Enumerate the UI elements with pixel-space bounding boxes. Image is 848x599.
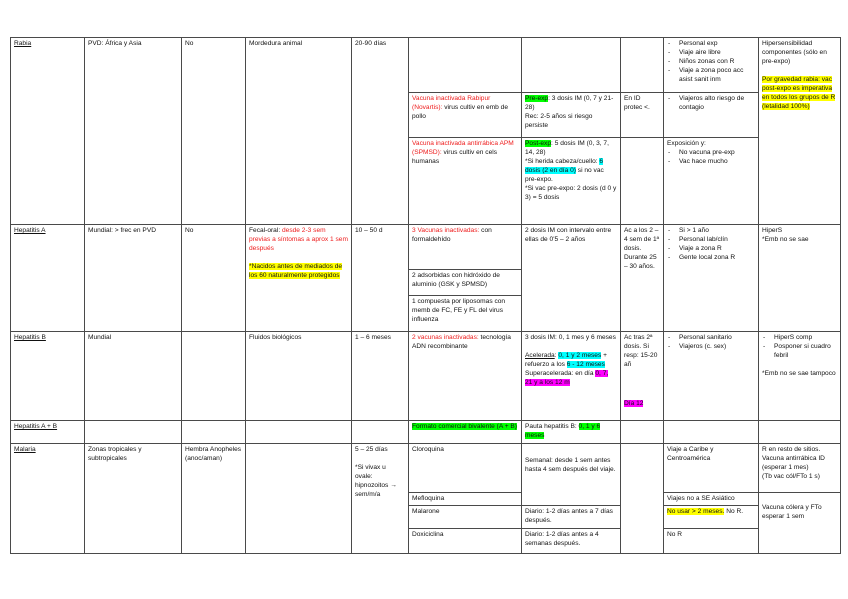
empty-cell: [85, 421, 182, 444]
rabia-col3-cell: [182, 38, 246, 225]
protection-text: En ID protec <.: [624, 95, 650, 111]
hepb-name-cell: [11, 332, 85, 421]
vector-text: Hembra Anopheles (anoc/aman): [185, 446, 242, 462]
vaccine-type: 1 compuesta por liposomas con memb de FC, FE y FL del virus influenza: [412, 298, 506, 323]
indications-list: [667, 94, 755, 112]
rabia-contraindications-cell: [759, 38, 841, 225]
hepb-incubation-cell: [352, 332, 409, 421]
hepab-vaccine-cell: [409, 421, 522, 444]
rabia-name-cell: [11, 38, 85, 225]
list-item: - Viaje a zona poco acc asist sanit inm: [667, 66, 755, 84]
bivalent-vaccine: Formato comercial bivalente (A + B): [412, 423, 517, 430]
region-text: Mundial: [88, 334, 112, 341]
incubation-text: 1 – 6 meses: [355, 334, 391, 341]
cholera-note: Vacuna cólera y FTo esperar 1 sem: [762, 504, 822, 520]
hepa-transmission-cell: [246, 225, 352, 332]
empty-cell: [664, 421, 759, 444]
malaria-name-cell: [11, 444, 85, 554]
rabipur-indication-cell: [664, 93, 759, 138]
protection-note-highlight: *Nacidos antes de mediados de los 60 naturalmente protegidos: [249, 263, 343, 279]
drug-name: Mefloquina: [412, 495, 445, 502]
apm-schedule-cell: [522, 138, 621, 225]
rabia-incubation-cell: [352, 38, 409, 225]
rabipur-schedule-cell: [522, 93, 621, 138]
hepab-schedule-cell: [522, 421, 621, 444]
rabipur-vaccine-cell: [409, 93, 522, 138]
superaccelerated-label: Superacelerada: en día: [525, 370, 596, 377]
empty-cell: [759, 421, 841, 444]
hepa-protection-cell: [621, 225, 664, 332]
drug-indication-cell: [664, 506, 759, 529]
hepb-contraindications-cell: [759, 332, 841, 421]
drug-indication-cell: [664, 444, 759, 493]
other-vaccines-line: Vacuna antirrábica ID (esperar 1 mes): [762, 455, 825, 471]
drug-cell: [409, 529, 522, 554]
empty-cell: [246, 421, 352, 444]
list-item: - Viajeros alto riesgo de contagio: [667, 94, 755, 112]
vaccine-detail: virus cultiv en emb de pollo: [412, 104, 509, 120]
malaria-row: [11, 444, 841, 493]
pre-exposure-tag: Pre-exp: [525, 95, 549, 102]
incubation-note: *Si vivax u ovale: hipnozoitos → sem/m/a: [355, 464, 397, 498]
post-exposure-tag: Post-exp: [525, 140, 552, 147]
list-item: - Viajeros (c. sex): [667, 342, 755, 351]
empty-cell: [621, 421, 664, 444]
drug-indication-cell: [664, 529, 759, 554]
severity-note-highlight: Por gravedad rabia: vac post-expo es imperativa en todos los grupos de R (letalidad 100%): [762, 76, 836, 110]
accelerated-booster: 6 - 12 meses: [566, 361, 605, 368]
list-item: - Viaje aire libre: [667, 48, 755, 57]
vaccines-title: 3 Vacunas inactivadas:: [412, 227, 480, 234]
protection-day: Día 12: [624, 400, 644, 407]
rabipur-protection-cell: [621, 93, 664, 138]
indications-list: [667, 39, 755, 84]
malaria-region-cell: [85, 444, 182, 554]
hepa-vaccines-cell: [409, 225, 522, 270]
schedule-doses: 0, 1 y 6 meses: [525, 423, 601, 439]
rabia-general-indications-cell: [664, 38, 759, 93]
list-item: - No vacuna pre-exp: [667, 148, 755, 157]
hepatitis-b-row: [11, 332, 841, 421]
drug-indication-cell: [664, 493, 759, 506]
schedule-prefix: Pauta hepatitis B:: [525, 423, 579, 430]
accelerated-label: Acelerada: [525, 352, 555, 359]
list-item: - Gente local zona R: [667, 253, 755, 262]
pregnancy-note: *Emb no se sae tampoco: [762, 370, 836, 377]
drug-schedule-cell: [522, 506, 621, 529]
schedule-text: 2 dosis IM con intervalo entre ellas de 0'5 – 2 años: [525, 227, 612, 243]
hepa-contraindications-cell: [759, 225, 841, 332]
vaccine-type: 2 adsorbidas con hidróxido de aluminio (GSK y SPMSD): [412, 272, 500, 288]
disease-name: Malaria: [14, 446, 36, 453]
other-vaccines-line: R en resto de sitios.: [762, 446, 821, 453]
list-item: - Personal exp: [667, 39, 755, 48]
drug-cell: [409, 506, 522, 529]
hepa-vaccine-type-cell: [409, 296, 522, 332]
drug-warning: No usar > 2 meses.: [667, 508, 725, 515]
list-item: - HiperS comp: [762, 333, 837, 342]
empty-cell: [621, 444, 664, 554]
drug-name: Malarone: [412, 508, 440, 515]
drug-indication: Viajes no a SE Asiático: [667, 495, 735, 502]
accelerated-schedule: [525, 351, 617, 369]
protection-day-block: [624, 399, 660, 408]
travel-vaccines-table: [10, 37, 841, 554]
hepatitis-a-row: [11, 225, 841, 270]
hepa-indications-cell: [664, 225, 759, 332]
hepb-transmission-cell: [246, 332, 352, 421]
hepa-region-cell: [85, 225, 182, 332]
indications-list: [667, 226, 755, 262]
schedule-text: : 3 dosis IM (0, 7 y 21-28): [525, 95, 614, 111]
empty-cell: [352, 421, 409, 444]
contraindication-text: Hipersensibilidad componentes (sólo en pre-expo): [762, 40, 827, 65]
disease-name: Hepatitis A + B: [14, 423, 58, 430]
head-wound-prefix: *Si herida cabeza/cuello:: [525, 158, 600, 165]
booster-text: Rec: 2-5 años si riesgo persiste: [525, 113, 593, 129]
rabia-row: [11, 38, 841, 93]
protection-text: Ac tras 2ª dosis. Si resp: 15-20 añ: [624, 334, 658, 368]
hepa-schedule-cell: [522, 225, 621, 332]
contraindications-list: [762, 333, 837, 360]
empty-cell: [246, 444, 352, 554]
list-item: - Posponer si cuadro febril: [762, 342, 837, 360]
malaria-vector-cell: [182, 444, 246, 554]
empty-cell: [621, 38, 664, 93]
hepb-region-cell: [85, 332, 182, 421]
region-text: Zonas tropicales y subtropicales: [88, 446, 142, 462]
empty-cell: [409, 38, 522, 93]
apm-vaccine-cell: [409, 138, 522, 225]
rabia-transmission-cell: [246, 38, 352, 225]
pregnancy-note: *Emb no se sae: [762, 236, 809, 243]
drug-indication: Viaje a Caribe y Centroamérica: [667, 446, 714, 462]
drug-name: Cloroquina: [412, 446, 444, 453]
prevaccinated-note: *Si vac pre-expo: 2 dosis (d 0 y 3) = 5 dosis: [525, 185, 617, 201]
head-wound-doses: 6 dosis (2 en día 0): [525, 158, 604, 174]
incubation-text: 5 – 25 días: [355, 446, 388, 453]
list-item: - Vac hace mucho: [667, 157, 755, 166]
transmission-prefix: Fecal-oral:: [249, 227, 282, 234]
transmission-period: desde 2-3 sem previas a síntomas a aprox 1 sem después: [249, 227, 348, 252]
superaccelerated-doses: 0, 7, 21 y a los 12 m: [525, 370, 609, 386]
schedule-text: : 5 dosis IM (0, 3, 7, 14, 28): [525, 140, 609, 156]
cholera-note-cell: [759, 493, 841, 554]
disease-name: Hepatitis B: [14, 334, 46, 341]
drug-name: Doxiciclina: [412, 531, 444, 538]
list-item: - Personal sanitario: [667, 333, 755, 342]
hepb-schedule-cell: [522, 332, 621, 421]
weekly-schedule: Semanal: desde 1 sem antes hasta 4 sem después del viaje.: [525, 457, 616, 473]
list-item: - Personal lab/clín: [667, 235, 755, 244]
transmission-text: Fluidos biológicos: [249, 334, 302, 341]
hepatitis-ab-row: [11, 421, 841, 444]
drug-indication: No R.: [724, 508, 744, 515]
other-vaccines-line: (Tb vac cól/FTo 1 s): [762, 473, 820, 480]
indications-list: [667, 333, 755, 351]
head-wound-note: [525, 157, 617, 184]
vaccine-name: Vacuna inactivada antirrábica APM (SPMSD):: [412, 140, 514, 156]
empty-cell: [182, 332, 246, 421]
protection-text: Ac a los 2 – 4 sem de 1ª dosis. Durante 25 – 30 años.: [624, 227, 660, 270]
hepb-vaccines-cell: [409, 332, 522, 421]
hepa-col3-cell: [182, 225, 246, 332]
contraindication-text: HiperS: [762, 227, 783, 234]
region-text: PVD: África y Asia: [88, 40, 142, 47]
head-wound-suffix: si no vac pre-expo.: [525, 167, 604, 183]
drug-schedule-cell: [522, 529, 621, 554]
region-text: Mundial: > frec en PVD: [88, 227, 156, 234]
schedule-text: 3 dosis IM: 0, 1 mes y 6 meses: [525, 334, 616, 341]
weekly-schedule-cell: [522, 444, 621, 506]
superaccelerated-schedule: [525, 369, 617, 387]
drug-schedule: Diario: 1-2 días antes a 4 semanas después.: [525, 531, 599, 547]
hepa-name-cell: [11, 225, 85, 332]
list-item: - Si > 1 año: [667, 226, 755, 235]
hepa-incubation-cell: [352, 225, 409, 332]
drug-cell: [409, 444, 522, 493]
drug-indication: No R: [667, 531, 683, 538]
incubation-text: 20-90 días: [355, 40, 387, 47]
vaccines-detail: tecnología ADN recombinante: [412, 334, 511, 350]
accelerated-doses: 0, 1 y 2 meses: [558, 352, 602, 359]
hepab-name-cell: [11, 421, 85, 444]
drug-cell: [409, 493, 522, 506]
rabia-region-cell: [85, 38, 182, 225]
empty-cell: [621, 138, 664, 225]
disease-name: Rabia: [14, 40, 32, 47]
hepb-protection-cell: [621, 332, 664, 421]
empty-cell: [522, 38, 621, 93]
vaccine-name: Vacuna inactivada Rabipur (Novartis):: [412, 95, 491, 111]
indication-title: Exposición y:: [667, 140, 706, 147]
severity-note-block: [762, 75, 837, 111]
list-item: - Viaje a zona R: [667, 244, 755, 253]
accelerated-mid: + refuerzo a los: [525, 352, 607, 368]
list-item: - Niños zonas con R: [667, 57, 755, 66]
malaria-incubation-cell: [352, 444, 409, 554]
drug-schedule: Diario: 1-2 días antes a 7 días después.: [525, 508, 613, 524]
incubation-text: 10 – 50 d: [355, 227, 383, 234]
vaccines-detail: con formaldehído: [412, 227, 492, 243]
disease-name: Hepatitis A: [14, 227, 46, 234]
vaccine-detail: virus cultiv en cels humanas: [412, 149, 498, 165]
empty-cell: [182, 421, 246, 444]
hepb-indications-cell: [664, 332, 759, 421]
hepa-vaccine-type-cell: [409, 270, 522, 296]
vaccines-title: 2 vacunas inactivadas:: [412, 334, 479, 341]
col3-text: No: [185, 227, 194, 234]
col3-text: No: [185, 40, 194, 47]
accelerated-sep: :: [554, 352, 559, 359]
transmission-text: Mordedura animal: [249, 40, 303, 47]
indications-list: [667, 148, 755, 166]
apm-indication-cell: [664, 138, 759, 225]
other-vaccines-cell: [759, 444, 841, 493]
protection-note-block: [249, 262, 348, 280]
